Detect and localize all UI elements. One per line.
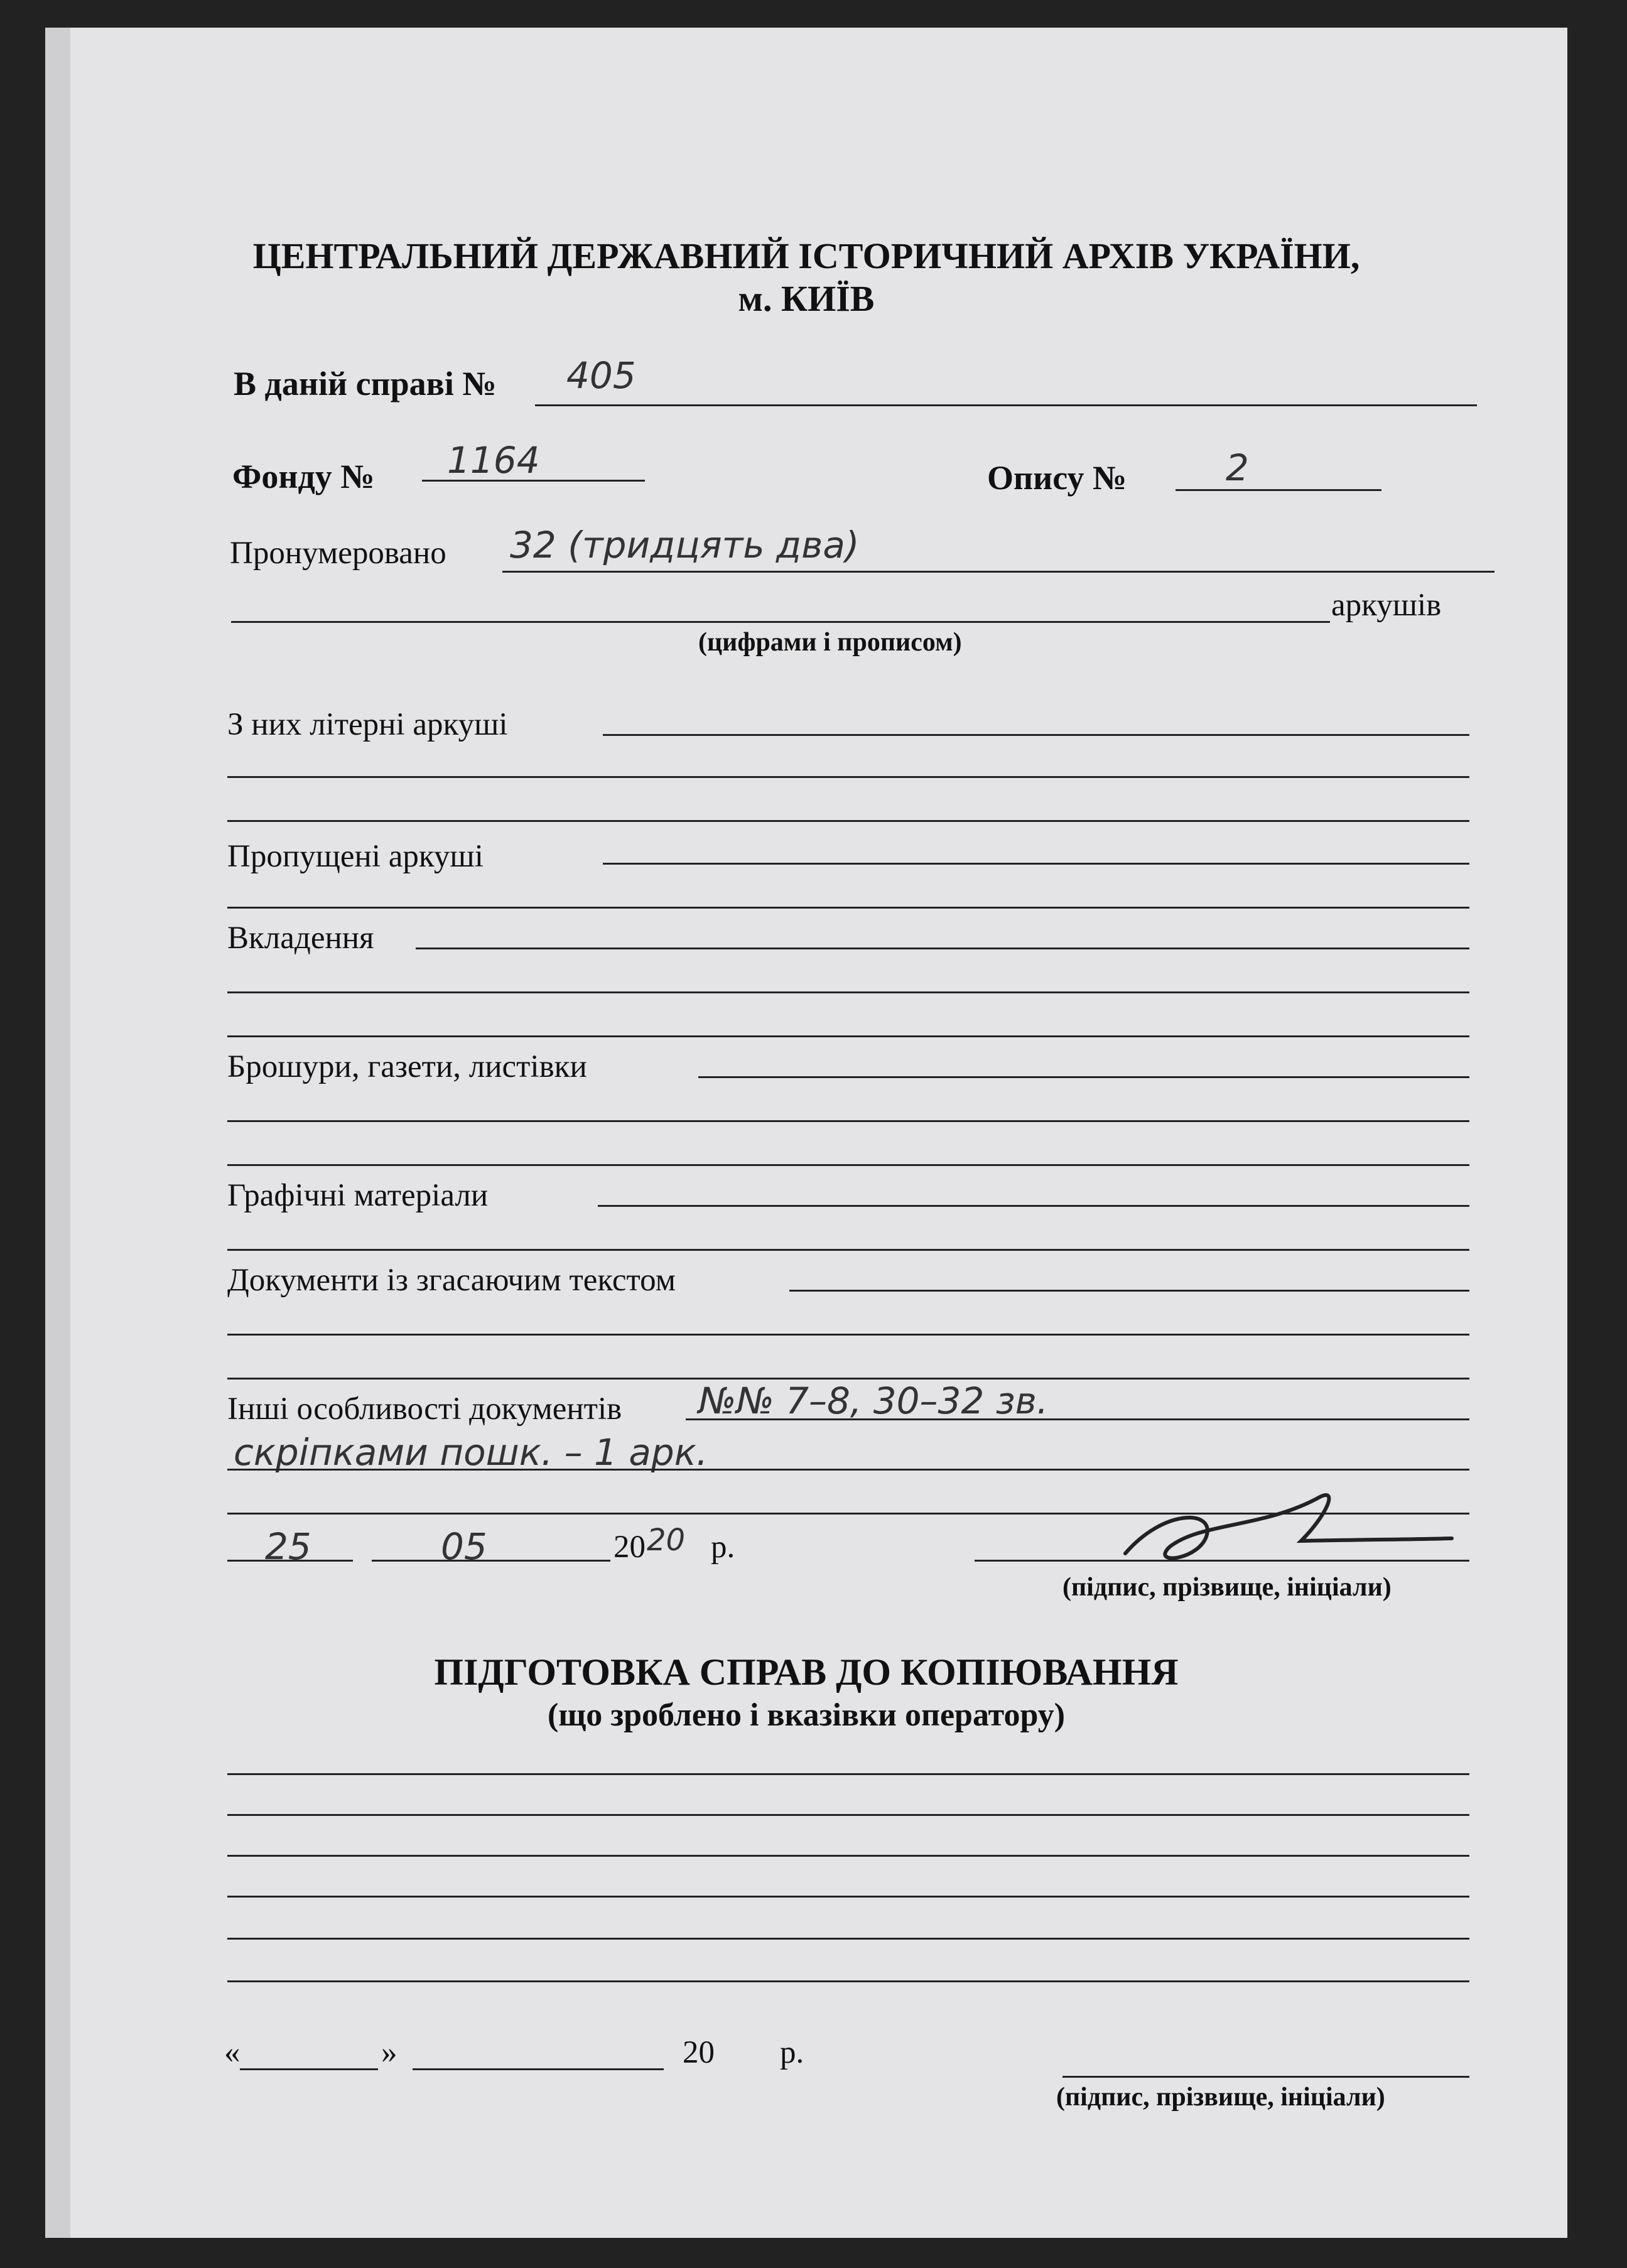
enclosures-label: Вкладення xyxy=(227,921,374,956)
signature-caption-2: (підпис, прізвище, ініціали) xyxy=(1056,2083,1385,2112)
document-sheet xyxy=(45,28,1567,2238)
date1-month: 05 xyxy=(441,1525,487,1568)
brochures-label: Брошури, газети, листівки xyxy=(227,1049,587,1084)
date2-close-quote: » xyxy=(381,2035,397,2070)
numbered-label: Пронумеровано xyxy=(230,536,446,571)
date2-unit: р. xyxy=(780,2035,804,2070)
notes-line-4 xyxy=(227,1896,1469,1898)
brochures-line xyxy=(698,1076,1469,1078)
other-features-text-2: скріпками пошк. – 1 арк. xyxy=(234,1431,708,1474)
date2-day-line xyxy=(240,2068,378,2070)
letter-sheets-label: З них літерні аркуші xyxy=(227,707,508,742)
other-features-line-2 xyxy=(227,1469,1469,1471)
archive-city: м. КИЇВ xyxy=(738,278,875,319)
archive-title: ЦЕНТРАЛЬНИЙ ДЕРЖАВНИЙ ІСТОРИЧНИЙ АРХІВ УКРАЇНИ, xyxy=(252,235,1360,276)
case-value: 405 xyxy=(566,354,636,397)
date1-day: 25 xyxy=(265,1525,311,1568)
notes-line-5 xyxy=(227,1938,1469,1940)
letter-sheets-line-3 xyxy=(227,820,1469,822)
graphics-line-2 xyxy=(227,1249,1469,1251)
case-label: В даній справі № xyxy=(234,365,497,402)
notes-line-2 xyxy=(227,1814,1469,1816)
date2-month-line xyxy=(413,2068,664,2070)
missing-sheets-line-2 xyxy=(227,907,1469,909)
enclosures-line-2 xyxy=(227,991,1469,993)
brochures-line-2 xyxy=(227,1120,1469,1122)
date1-year-suffix: 20 xyxy=(647,1523,686,1558)
date2-year-prefix: 20 xyxy=(683,2035,715,2070)
date1-unit: р. xyxy=(711,1530,735,1565)
opys-label: Опису № xyxy=(987,459,1127,497)
numbered-line xyxy=(502,571,1495,573)
opys-value: 2 xyxy=(1226,446,1249,489)
date1-year-prefix: 20 xyxy=(614,1530,646,1565)
notes-line-3 xyxy=(227,1855,1469,1857)
other-features-label: Інші особливості документів xyxy=(227,1391,622,1427)
signature-mark xyxy=(1113,1472,1464,1579)
date2-open-quote: « xyxy=(224,2035,241,2070)
graphics-line xyxy=(598,1205,1469,1207)
opys-line xyxy=(1176,489,1381,491)
letter-sheets-line-2 xyxy=(227,776,1469,778)
faded-docs-line-2 xyxy=(227,1334,1469,1336)
other-features-text-1: №№ 7–8, 30–32 зв. xyxy=(698,1380,1049,1422)
signature-caption: (підпис, прізвище, ініціали) xyxy=(1062,1573,1392,1602)
missing-sheets-line xyxy=(603,863,1469,865)
faded-docs-line xyxy=(789,1290,1469,1292)
enclosures-line-3 xyxy=(227,1035,1469,1037)
fond-label: Фонду № xyxy=(232,458,375,495)
graphics-label: Графічні матеріали xyxy=(227,1178,489,1213)
fond-value: 1164 xyxy=(447,439,540,482)
enclosures-line xyxy=(416,948,1469,949)
date1-month-line xyxy=(372,1560,610,1562)
faded-docs-label: Документи із згасаючим текстом xyxy=(227,1263,676,1298)
brochures-line-3 xyxy=(227,1164,1469,1166)
case-line xyxy=(535,404,1477,406)
numbered-value: 32 (тридцять два) xyxy=(510,524,860,566)
letter-sheets-line xyxy=(603,734,1469,736)
numbered-hint: (цифрами і прописом) xyxy=(698,628,962,657)
signature2-line xyxy=(1062,2076,1469,2078)
notes-line-1 xyxy=(227,1773,1469,1775)
numbered-suffix: аркушів xyxy=(1331,588,1442,623)
numbered-line-2 xyxy=(231,621,1330,623)
section2-title: ПІДГОТОВКА СПРАВ ДО КОПІЮВАННЯ xyxy=(434,1651,1179,1693)
missing-sheets-label: Пропущені аркуші xyxy=(227,839,484,874)
paper-edge xyxy=(45,28,70,2238)
section2-subtitle: (що зроблено і вказівки оператору) xyxy=(547,1697,1066,1733)
notes-line-6 xyxy=(227,1980,1469,1982)
